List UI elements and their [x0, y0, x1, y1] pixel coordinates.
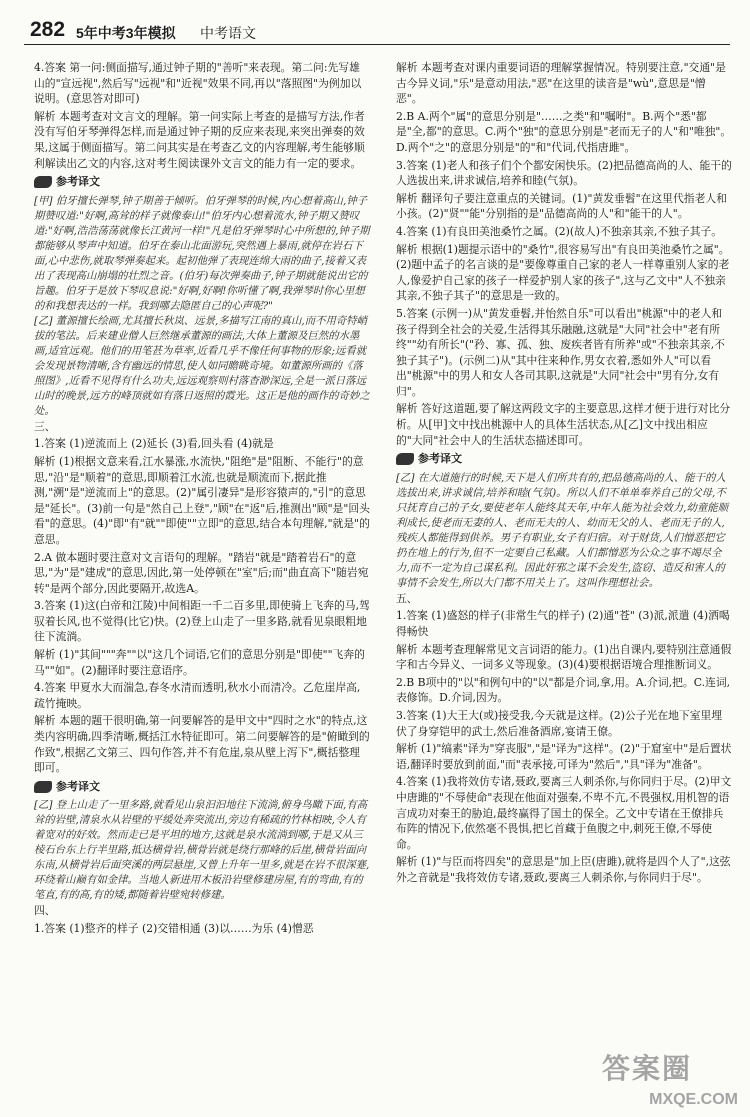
translation-paragraph: [乙] 在大道施行的时候,天下是人们所共有的,把品德高尚的人、能干的人选拔出来,讲求诚信,培养和睦(气氛)。所以人们不单单奉养自己的父母,不只抚育自己的子女,要使老年人能终其天年,中年人能为社会效力,幼童能顺利成长,使老而无妻的人、老而无夫的人、幼而无父的人、老而无子的人,残疾人都能得到供养。男子有职业,女子有归宿。对于财货,人们憎恶把它扔在地上的行为,但不一定要自己私藏。人们都憎恶为公众之事不竭尽全力,而不一定为自己谋私利。因此奸邪之谋不会发生,盗窃、造反和害人的事情不会发生,所以大门都不用关上了。这叫作理想社会。 — [396, 471, 729, 589]
translation-paragraph: [乙] 登上山走了一里多路,就看见山泉汩汩地往下流淌,俯身鸟瞰下面,有高耸的岩壁,清泉水从岩壁的平缓处奔突流出,旁边有稀疏的竹林相映,令人有着宽对的好效。然而走已是平坦的地方,这就是泉水流淌到哪,于是又从三棱石台东上行半里路,抵达横骨岩,横骨岩就是绕行那峰的后崖,横骨岩面向东南,从横骨岩后面突溪的两层悬崖,又曾上升年一里多,就是在岩不很深蹇,环绕着山巅有如金律。当地人新进用木板沿岩壁修建房屋,有的弯曲,有的笔直,有的高,有的矮,都随着岩壁宛转修建。 — [34, 799, 370, 902]
answer-paragraph: 解析 本题考查理解常见文言词语的能力。(1)出自课内,要特别注意通假字和古今异义、一词多义等现象。(3)(4)要根据语境合理推断词义。 — [396, 642, 732, 672]
answer-paragraph: 解析 本题考查对文言文的理解。第一问实际上考查的是描写方法,作者没有写伯牙琴弹得怎样,而是通过钟子期的反应来表现,来突出弹奏的效果,这属于侧面描写。第二问其实是在考查乙文的内容理解,考生能够顺利解读出乙文的内容,这对考生阅读课外文言文的能力有一定的要求。 — [34, 109, 365, 170]
answer-paragraph: 2.B B项中的"以"和例句中的"以"都是介词,拿,用。A.介词,把。C.连词,表修饰。D.介词,因为。 — [396, 675, 731, 705]
reference-heading-text: 参考译文 — [418, 453, 462, 466]
answer-paragraph: 3.答案 (1)这(白帝和江陵)中间相距一千二百多里,即使骑上飞奔的马,驾驭着长风,也不觉得(比它)快。(2)登上山走了一里多路,就看见泉眼粗地往下流淌。 — [34, 599, 370, 644]
answer-paragraph: 1.答案 (1)整齐的样子 (2)交错相通 (3)以……为乐 (4)憎恶 — [34, 922, 314, 935]
translation-paragraph: [乙] 董源擅长绘画,尤其擅长秋岚、远景,多描写江南的真山,而不用奇特峭拔的笔法。后来建业僧人巨然继承董源的画法,大体上董源及巨然的水墨画,适宜远观。他们的用笔甚为草率,近看几乎不像任何事物的形象;远看就会发现景物清晰,含有幽远的情思,使人如同瞻眺奇境。如董源所画的《落照图》,近看不见得有什么功夫,远远观察则村落杳渺深远,全是一派日落远山时的晚景,远方的峰顶就如有落日返照的霞光。这正是他的画作的奇妙之处。 — [34, 314, 370, 417]
page-number: 282 — [30, 18, 66, 41]
page-header — [24, 18, 730, 45]
watermark-main: 答案圈 — [602, 1053, 693, 1084]
answer-paragraph: 解析 根据(1)题提示语中的"桑竹",很容易写出"有良田美池桑竹之属"。(2)题中孟子的名言谈的是"要像尊重自己家的老人一样尊重别人家的老人,像爱护自己家的孩子一样爱护别人家的孩子",这与乙文中"人不独亲其亲,不独子其子"的意思是一致的。 — [396, 242, 730, 303]
answer-paragraph: 1.答案 (1)盛怒的样子(非常生气的样子) (2)通"苍" (3)派,派遣 (4)洒喝得畅快 — [396, 609, 730, 639]
reference-badge-icon — [396, 453, 414, 465]
watermark-logo — [602, 1047, 742, 1109]
right-column — [396, 60, 732, 888]
answer-paragraph: 解析 本题考查对课内重要词语的理解掌握情况。特别要注意,"交通"是古今异义词,"乐"是意动用法,"恶"在这里的读音是"wù",意思是"憎恶"。 — [396, 61, 726, 106]
answer-paragraph: 4.答案 (1)有良田美池桑竹之属。(2)(故人)不独亲其亲,不独子其子。 — [396, 224, 723, 238]
reference-translation-heading — [34, 780, 370, 796]
answer-paragraph: 3.答案 (1)大王大(或)接受我,今天就是这样。(2)公子光在地下室里埋伏了身穿铠甲的武士,然后准备酒席,宴请王僚。 — [396, 709, 723, 738]
answer-paragraph: 4.答案 (1)我将效仿专诸,聂政,要离三人刺杀你,与你同归于尽。(2)甲文中唐雎的"不辱使命"表现在他面对强秦,不卑不亢,不畏强权,用机智的语言成功对秦王的胁迫,最终赢得了国土的保全。乙文中专诸在王僚排兵布阵的情况下,依然毫不畏惧,把匕首藏于鱼腹之中,刺死王僚,不辱使命。 — [396, 775, 732, 851]
answer-paragraph: 4.答案 甲夏水大而湍急,春冬水清而透明,秋水小而清冷。乙危崖岸高,疏竹掩映。 — [34, 681, 361, 710]
answer-paragraph: 解析 答好这道题,要了解这两段文字的主要意思,这样才便于进行对比分析。从[甲]文中找出桃源中人的具体生活状态,从[乙]文中找出相应的"大同"社会中人的生活状态描述即可。 — [396, 402, 731, 447]
answer-paragraph: 4.答案 第一问:侧面描写,通过钟子期的"善听"来表现。第二问:先写雄山的"宣远视",然后写"远视"和"近视"效果不同,再以"落照图"为例加以说明。(意思答对即可) — [34, 61, 362, 106]
answer-paragraph: 解析 翻译句子要注意重点的关键词。(1)"黄发垂髫"在这里代指老人和小孩。(2)"贤""能"分别指的是"品德高尚的人"和"能干的人"。 — [396, 191, 727, 221]
answer-paragraph: 解析 (1)"缟素"译为"穿丧服","是"译为"这样"。(2)"于窟室中"是后置状语,翻译时要放到前面,"而"表承接,可译为"然后","具"译为"准备"。 — [396, 742, 732, 771]
answer-paragraph: 解析 (1)"与臣而将四矣"的意思是"加上臣(唐雎),就将是四个人了",这弦外之音就是"我将效仿专诸,聂政,要离三人刺杀你,与你同归于尽"。 — [396, 855, 731, 884]
answer-paragraph: 5.答案 (示例一)从"黄发垂髫,并怡然自乐"可以看出"桃源"中的老人和孩子得到全社会的关爱,生活得其乐融融,这就是"大同"社会中"老有所终""幼有所长"("矜、寡、孤、独、废疾者皆有所养"或"不独亲其亲,不独子其子")。(示例二)从"其中往来种作,男女衣着,悉如外人"可以看出"桃源"中的男人和女人各司其职,这就是"大同"社会中"男有分,女有归"。 — [396, 306, 725, 398]
answer-paragraph: 2.A 做本题时要注意对文言语句的理解。"踏岩"就是"踏着岩石"的意思,"为"是"建成"的意思,因此,第一处停顿在"室"后;而"曲直高下"随岩宛转"是两个部分,因此要隔开,故选A。 — [34, 550, 369, 595]
translation-paragraph: [甲] 伯牙擅长弹琴,钟子期善于倾听。伯牙弹琴的时候,内心想着高山,钟子期赞叹道:"好啊,高耸的样子就像泰山!"伯牙内心想着流水,钟子期又赞叹道:"好啊,浩浩荡荡就像长江黄河一样!"凡是伯牙弹琴时心中所想的,钟子期都能够从琴声中知道。伯牙在泰山北面游玩,突然遇上暴雨,就停在岩石下面,心中悲伤,就取琴弹奏起来。起初他弹了表现连绵大雨的曲子,接着又表出了表现高山崩塌的壮烈之音。(伯牙)每次弹奏曲子,钟子期就能说出它的旨趣。伯牙于是放下琴叹息说:"好啊,好啊!你听懂了啊,我弹琴时你心里想的和我想表达的一样。我到哪去隐匿自己的心声呢?" — [34, 194, 370, 312]
answer-paragraph: 解析 (1)根据文意来看,江水暴涨,水流快,"阻绝"是"阻断、不能行"的意思,"沿"是"顺着"的意思,即顺着江水流,也就是顺流而下,据此推测,"溯"是"逆流而上"的意思。(2)"属引凄异"是形容猿声的,"引"的意思是"延长"。(3)前一句是"然自己上登","顾"在"返"后,推测出"顾"是"回头看"的意思。(4)"即"有"就""即使""立即"的意思,结合本句理解,"就是"的意思。 — [34, 454, 370, 546]
reference-translation-heading — [34, 175, 370, 191]
answer-paragraph: 四、 — [34, 904, 56, 918]
answer-paragraph: 五、 — [396, 591, 418, 605]
answer-paragraph: 1.答案 (1)逆流而上 (2)延长 (3)看,回头看 (4)就是 — [34, 437, 274, 451]
reference-heading-text: 参考译文 — [56, 176, 100, 189]
answer-paragraph: 2.B A.两个"属"的意思分别是"……之类"和"嘱咐"。B.两个"悉"都是"全,都"的意思。C.两个"独"的意思分别是"老而无子的人"和"唯独"。D.两个"之"的意思分别是"的"和"代词,代指唐雎"。 — [396, 109, 732, 154]
reference-heading-text: 参考译文 — [56, 780, 100, 793]
book-title: 5年中考3年模拟 — [76, 25, 176, 41]
reference-badge-icon — [34, 176, 52, 188]
left-column — [34, 60, 370, 939]
answer-paragraph: 解析 (1)"其间"""奔""以"这几个词语,它们的意思分别是"即使""飞奔的马""如"。(2)翻译时要注意语序。 — [34, 648, 365, 677]
answer-paragraph: 3.答案 (1)老人和孩子们个个都安闲快乐。(2)把品德高尚的人、能干的人选拔出来,讲求诚信,培养和睦(气氛)。 — [396, 158, 732, 188]
answer-paragraph: 三、 — [34, 419, 56, 433]
subject-label: 中考语文 — [200, 25, 256, 41]
answer-paragraph: 解析 本题的题干很明确,第一问要解答的是甲文中"四时之水"的特点,这类内容明确,四季清晰,概括江水特征即可。第二问要解答的是"俯瞰到的作致",根据乙文第三、四句作答,并不有危崖,泉从壁上泻下",概括整理即可。 — [34, 714, 370, 775]
watermark-sub: MXQE.COM — [649, 1091, 738, 1108]
reference-badge-icon — [34, 781, 52, 793]
reference-translation-heading — [396, 452, 732, 468]
